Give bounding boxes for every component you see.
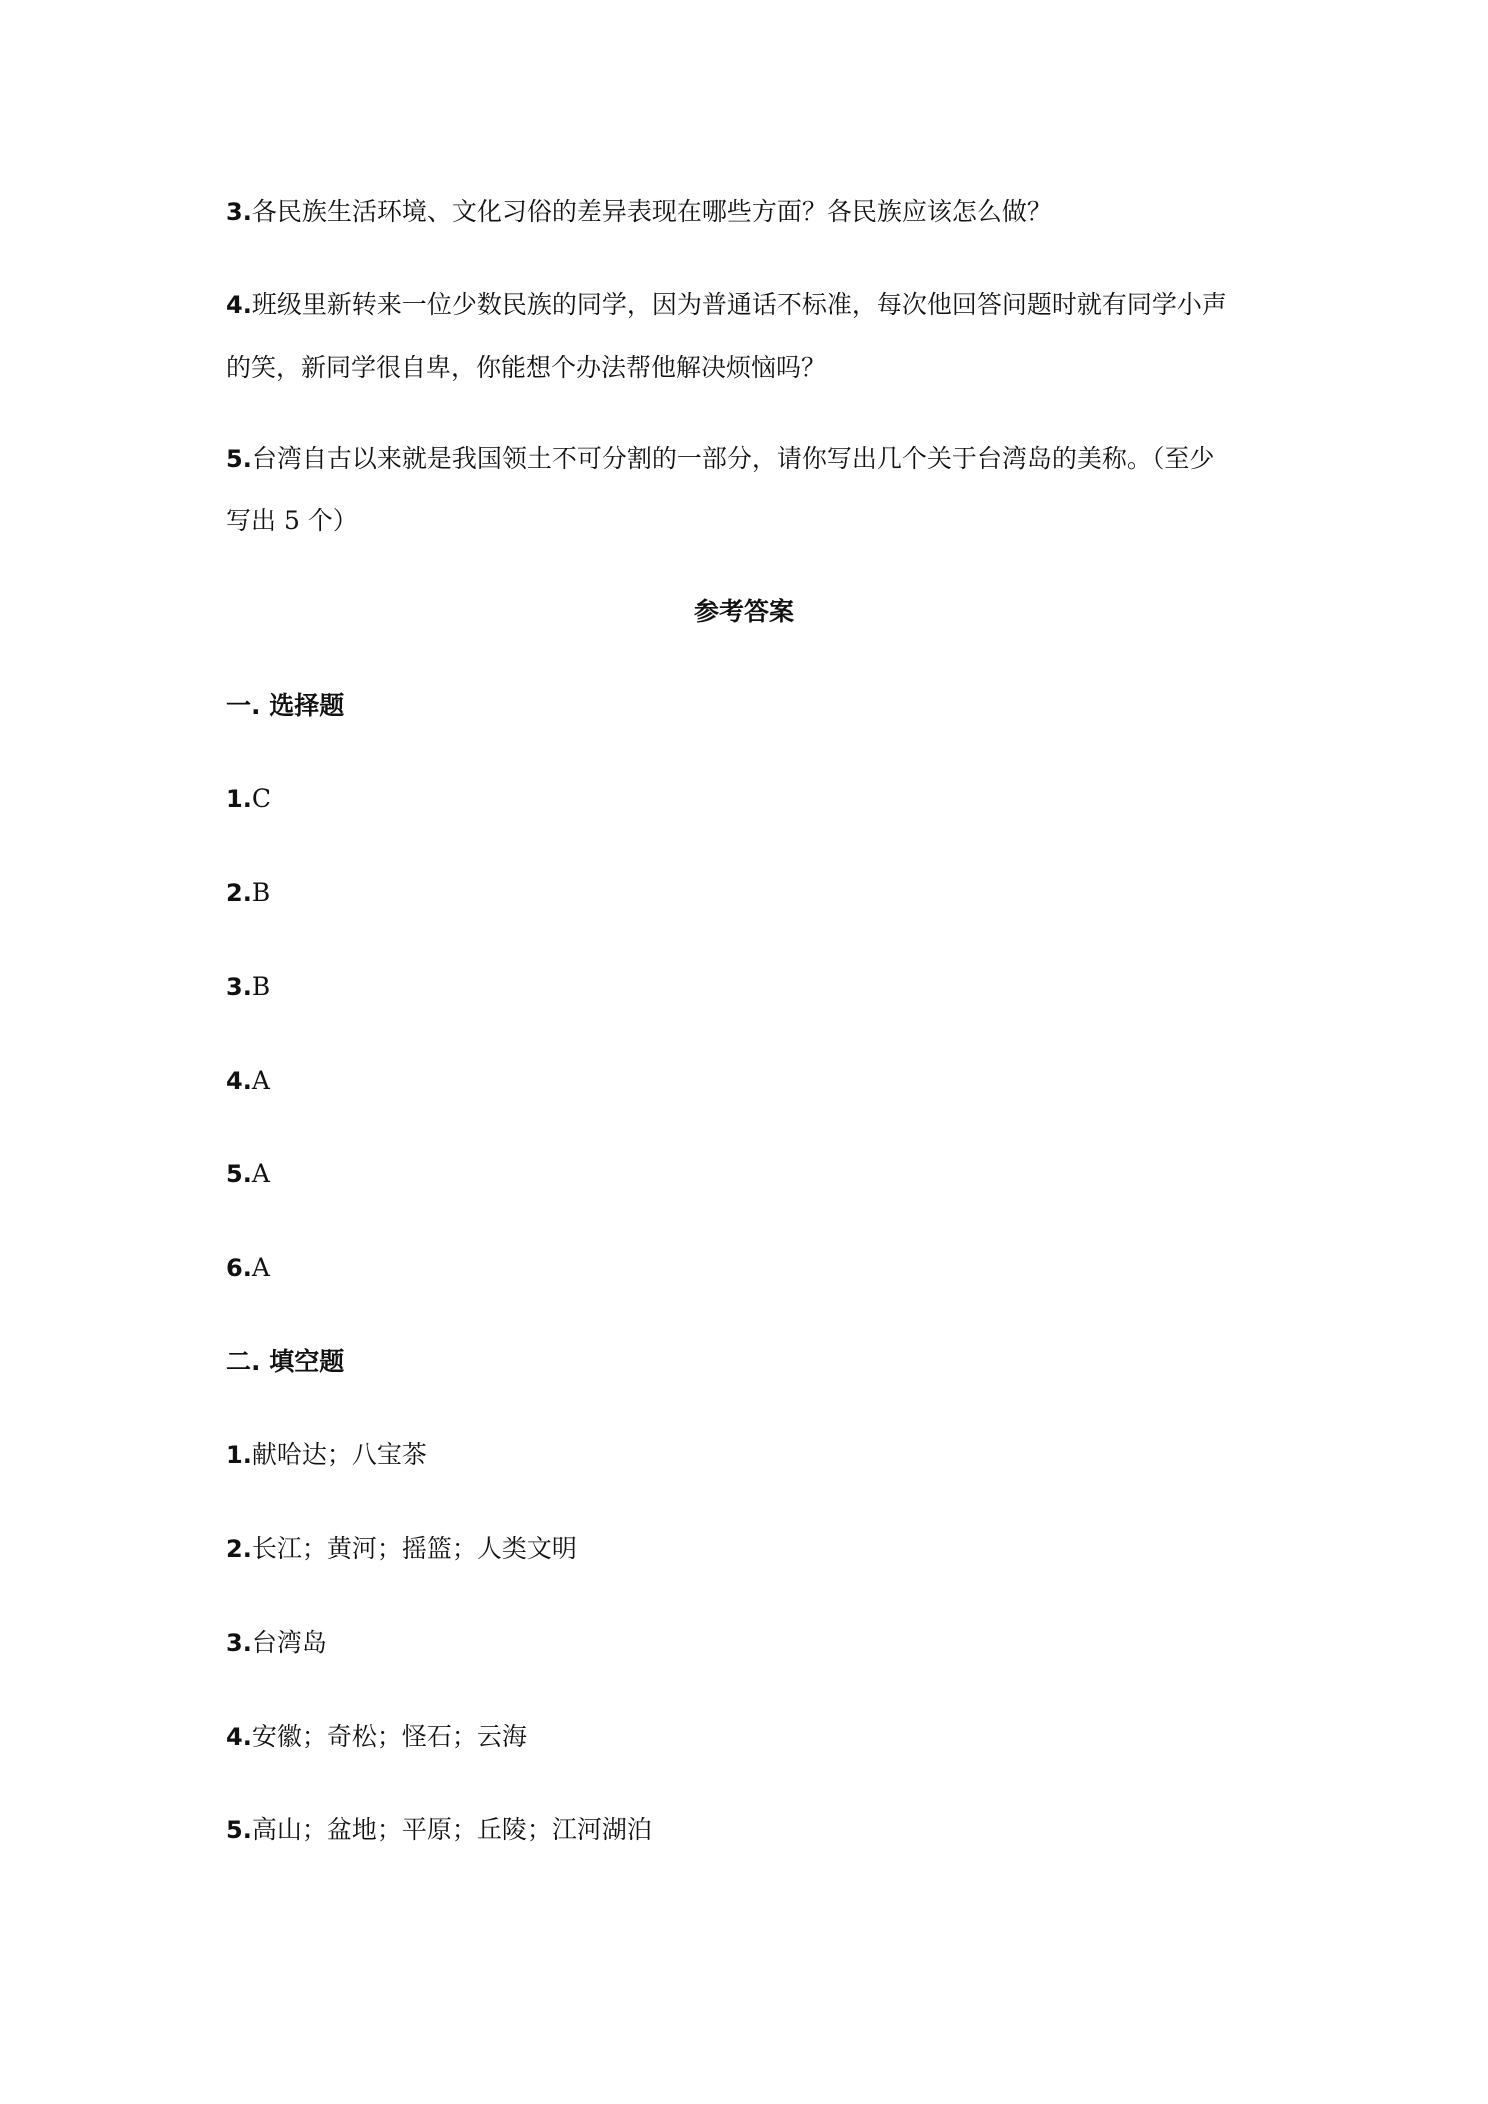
answer-text: A (251, 1253, 270, 1282)
question-text: 的笑，新同学很自卑，你能想个办法帮他解决烦恼吗？ (226, 353, 827, 382)
answer-item (226, 783, 271, 815)
question-4-line-2 (226, 352, 826, 384)
answer-item (226, 1439, 427, 1471)
answer-number: 3. (226, 1629, 252, 1657)
section-heading-choice: 一. 选择题 (226, 691, 345, 720)
answer-text: A (251, 1066, 270, 1095)
question-text: 各民族生活环境、文化习俗的差异表现在哪些方面？各民族应该怎么做？ (251, 197, 1052, 226)
answer-number: 1. (226, 785, 252, 813)
question-3-line-1 (226, 196, 1052, 228)
answer-item (226, 877, 270, 909)
answer-item (226, 1627, 327, 1659)
answer-item (226, 1721, 527, 1753)
question-4-line-1 (226, 289, 1227, 321)
answer-item (226, 1158, 270, 1190)
answer-text: 高山；盆地；平原；丘陵；江河湖泊 (251, 1815, 652, 1844)
answer-item (226, 971, 270, 1003)
question-5-line-1 (226, 443, 1214, 475)
answer-item (226, 1533, 577, 1565)
answer-item (226, 1065, 270, 1097)
answer-text: 台湾岛 (251, 1628, 327, 1657)
answer-text: A (251, 1159, 270, 1188)
answer-number: 5. (226, 1816, 252, 1844)
answer-text: 安徽；奇松；怪石；云海 (251, 1722, 527, 1751)
question-5-line-2 (226, 505, 358, 537)
answer-number: 6. (226, 1254, 252, 1282)
answer-number: 5. (226, 1160, 252, 1188)
question-text: 台湾自古以来就是我国领土不可分割的一部分，请你写出几个关于台湾岛的美称。（至少 (251, 444, 1215, 473)
answer-text: C (251, 784, 271, 813)
answer-number: 4. (226, 1067, 252, 1095)
question-number: 5. (226, 445, 252, 473)
answer-text: 长江；黄河；摇篮；人类文明 (251, 1534, 577, 1563)
answer-number: 4. (226, 1723, 252, 1751)
question-text: 班级里新转来一位少数民族的同学，因为普通话不标准，每次他回答问题时就有同学小声 (251, 290, 1227, 319)
answer-item (226, 1814, 652, 1846)
answer-number: 2. (226, 1535, 252, 1563)
question-number: 3. (226, 198, 252, 226)
question-text: 写出 5 个） (226, 506, 358, 535)
section-heading-fill: 二. 填空题 (226, 1347, 345, 1376)
answer-number: 3. (226, 973, 252, 1001)
question-number: 4. (226, 291, 252, 319)
answer-text: B (251, 878, 271, 907)
answer-title: 参考答案 (693, 597, 794, 626)
answer-text: 献哈达；八宝茶 (251, 1440, 427, 1469)
answer-number: 1. (226, 1441, 252, 1469)
answer-text: B (251, 972, 271, 1001)
answer-item (226, 1252, 270, 1284)
answer-number: 2. (226, 879, 252, 907)
